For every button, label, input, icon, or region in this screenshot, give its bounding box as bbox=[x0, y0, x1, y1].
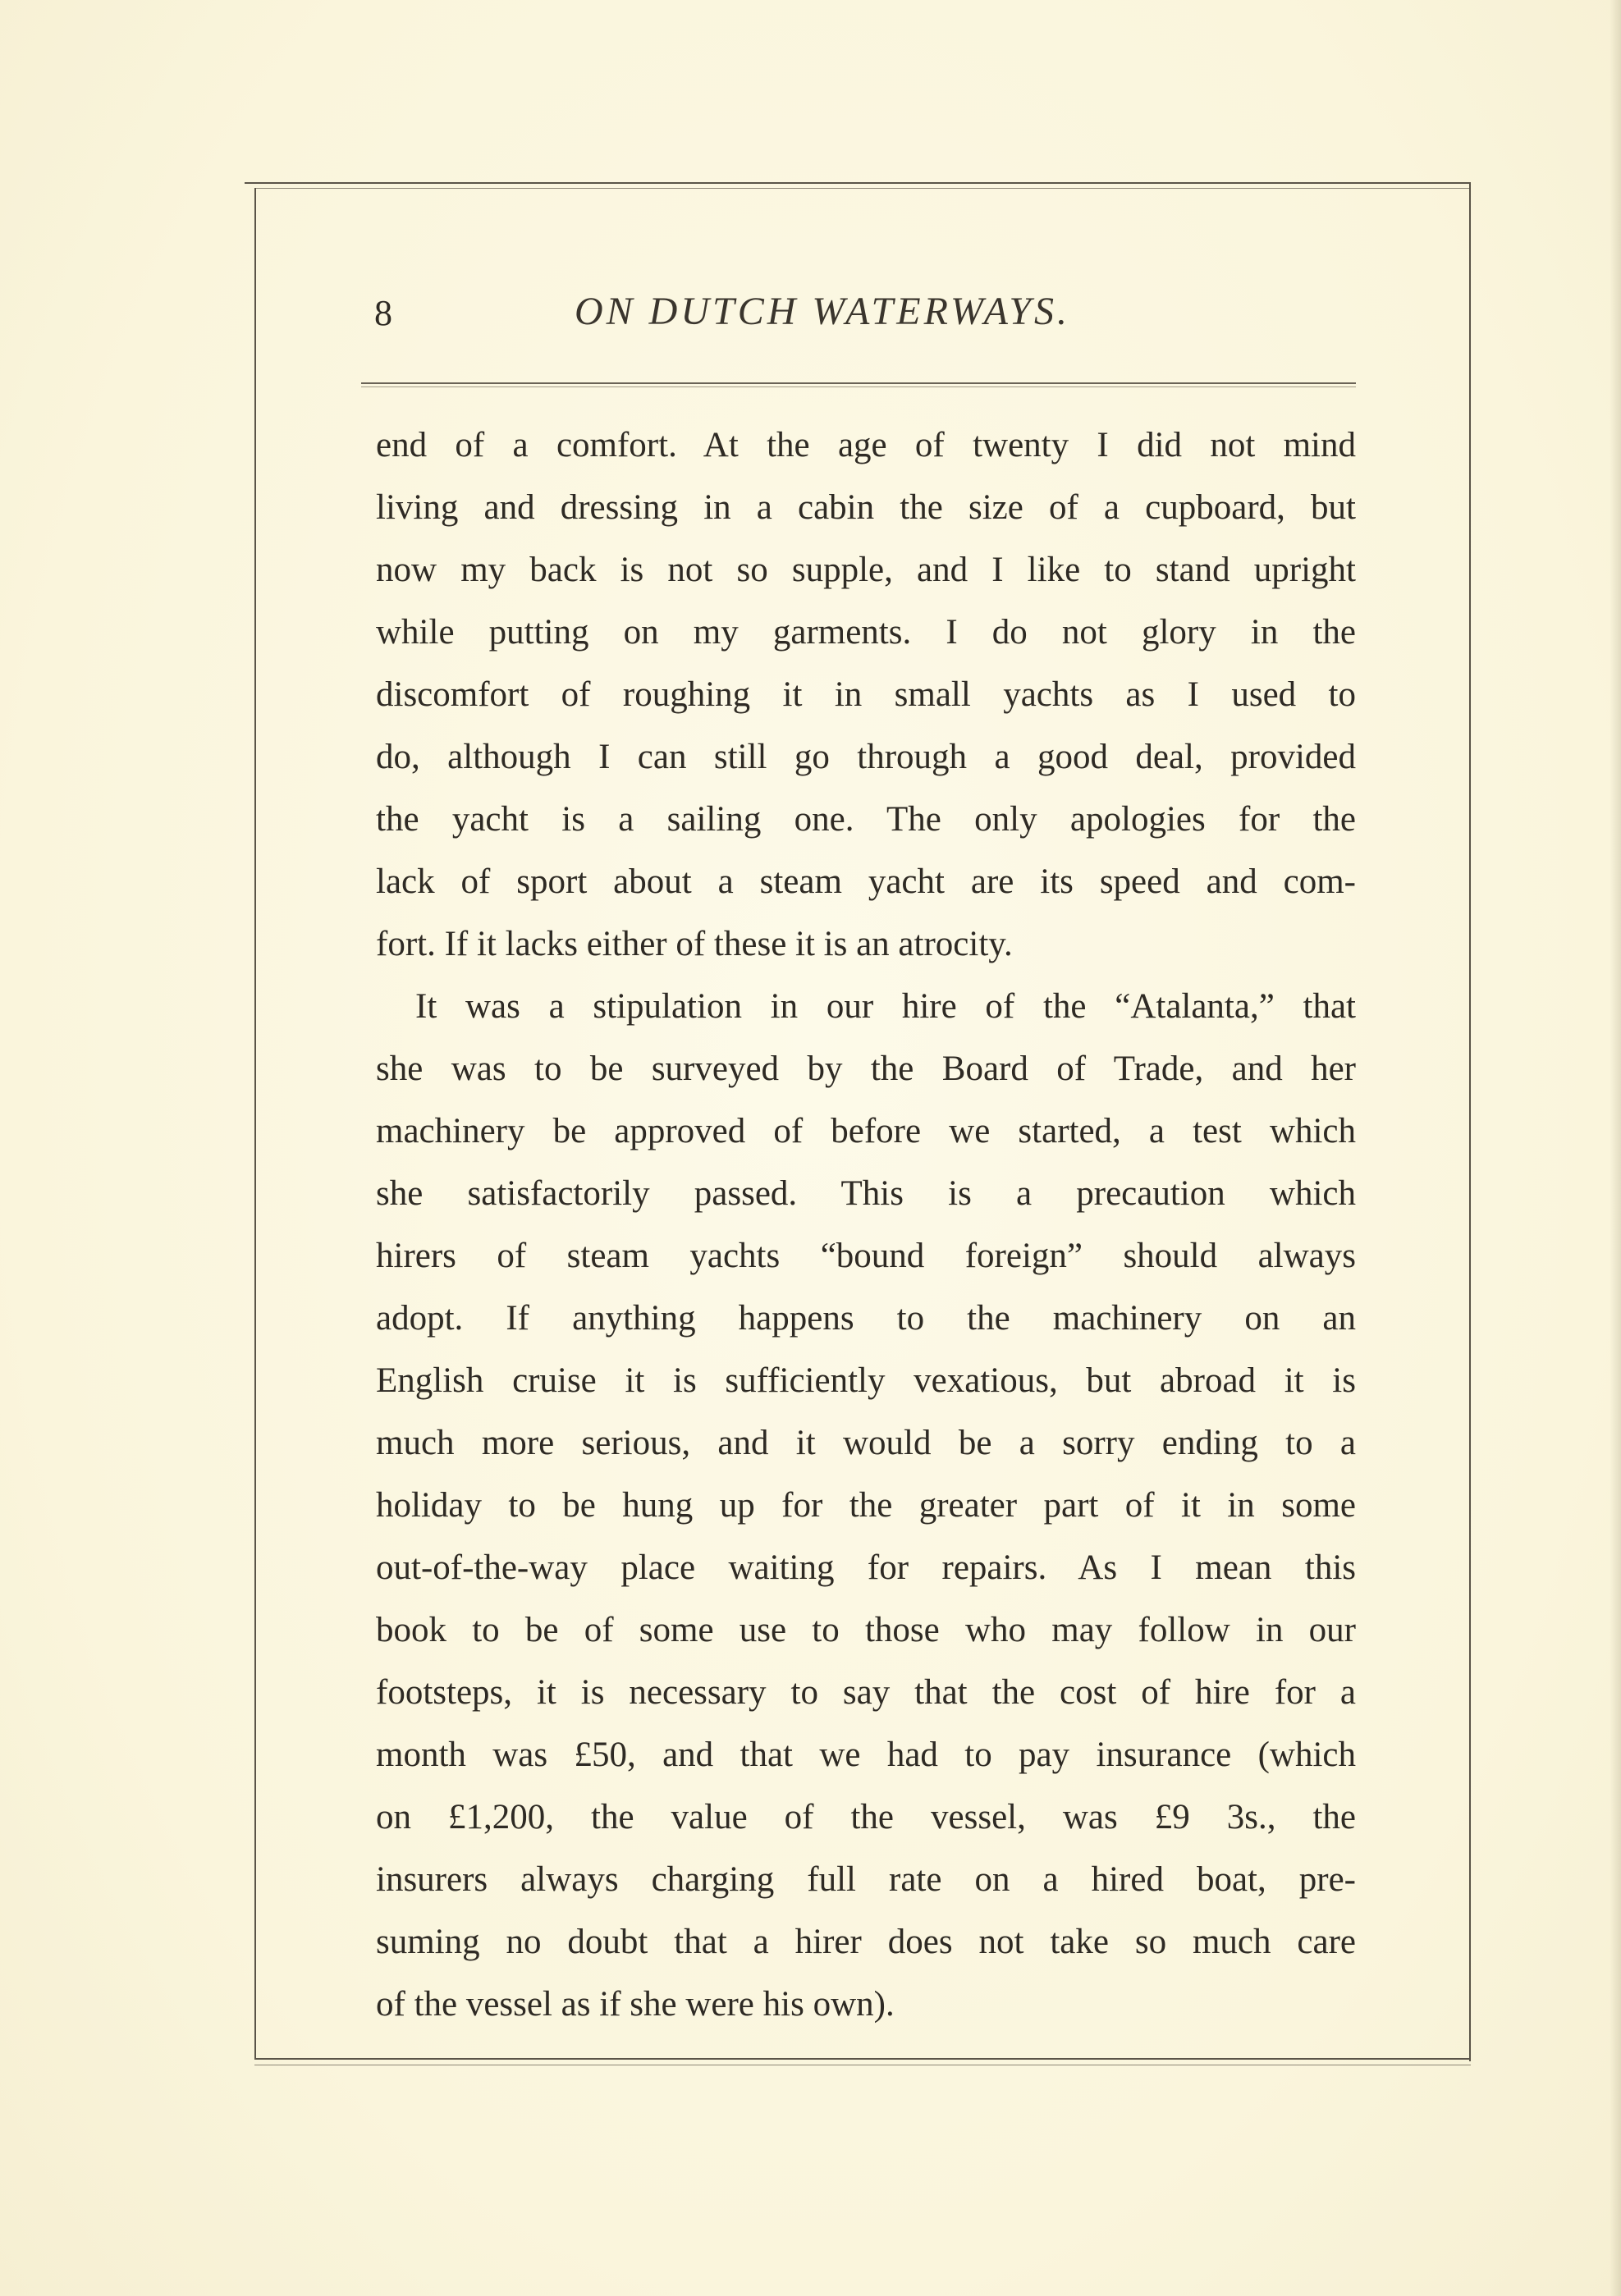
body-text bbox=[376, 414, 1356, 2036]
text-line: footsteps, it is necessary to say that the cost of hire for a bbox=[376, 1673, 1356, 1712]
text-line: machinery be approved of before we started, a test which bbox=[376, 1112, 1356, 1150]
text-line: the yacht is a sailing one. The only apologies for the bbox=[376, 800, 1356, 839]
text-line: holiday to be hung up for the greater part of it in some bbox=[376, 1486, 1356, 1525]
header-rule bbox=[361, 382, 1356, 384]
frame-bottom-rule bbox=[254, 2058, 1471, 2060]
frame-top-rule bbox=[245, 182, 1471, 184]
text-line: now my back is not so supple, and I like to stand upright bbox=[376, 551, 1356, 589]
page-edge-shadow bbox=[1610, 0, 1621, 2296]
text-line: much more serious, and it would be a sorry ending to a bbox=[376, 1424, 1356, 1462]
text-line: end of a comfort. At the age of twenty I did not mind bbox=[376, 426, 1356, 464]
frame-top-inner-rule bbox=[254, 188, 1471, 189]
frame-left-rule bbox=[254, 188, 256, 2059]
running-title: ON DUTCH WATERWAYS. bbox=[575, 290, 1071, 333]
text-line: lack of sport about a steam yacht are its speed and com- bbox=[376, 862, 1356, 901]
paragraph-end-line: fort. If it lacks either of these it is an atrocity. bbox=[376, 925, 1013, 963]
text-line: on £1,200, the value of the vessel, was £9 3s., the bbox=[376, 1798, 1356, 1836]
header-rule-thin bbox=[361, 386, 1356, 387]
text-line: out-of-the-way place waiting for repairs. As I mean this bbox=[376, 1548, 1356, 1587]
text-line: living and dressing in a cabin the size of a cupboard, but bbox=[376, 488, 1356, 527]
text-line: suming no doubt that a hirer does not take so much care bbox=[376, 1923, 1356, 1961]
text-line: insurers always charging full rate on a hired boat, pre- bbox=[376, 1860, 1356, 1899]
text-line: month was £50, and that we had to pay insurance (which bbox=[376, 1736, 1356, 1774]
text-line: book to be of some use to those who may follow in our bbox=[376, 1611, 1356, 1649]
frame-right-rule bbox=[1469, 182, 1471, 2061]
page-number: 8 bbox=[374, 293, 392, 333]
text-line: hirers of steam yachts “bound foreign” should always bbox=[376, 1237, 1356, 1275]
text-line: do, although I can still go through a good deal, provided bbox=[376, 738, 1356, 776]
paragraph-start-line: It was a stipulation in our hire of the “Atalanta,” that bbox=[415, 987, 1356, 1026]
text-line: while putting on my garments. I do not glory in the bbox=[376, 613, 1356, 652]
paragraph-end-line: of the vessel as if she were his own). bbox=[376, 1985, 895, 2024]
text-line: discomfort of roughing it in small yachts as I used to bbox=[376, 675, 1356, 714]
text-line: she was to be surveyed by the Board of Trade, and her bbox=[376, 1050, 1356, 1088]
text-line: English cruise it is sufficiently vexatious, but abroad it is bbox=[376, 1361, 1356, 1400]
text-line: adopt. If anything happens to the machinery on an bbox=[376, 1299, 1356, 1338]
text-line: she satisfactorily passed. This is a precaution which bbox=[376, 1174, 1356, 1213]
